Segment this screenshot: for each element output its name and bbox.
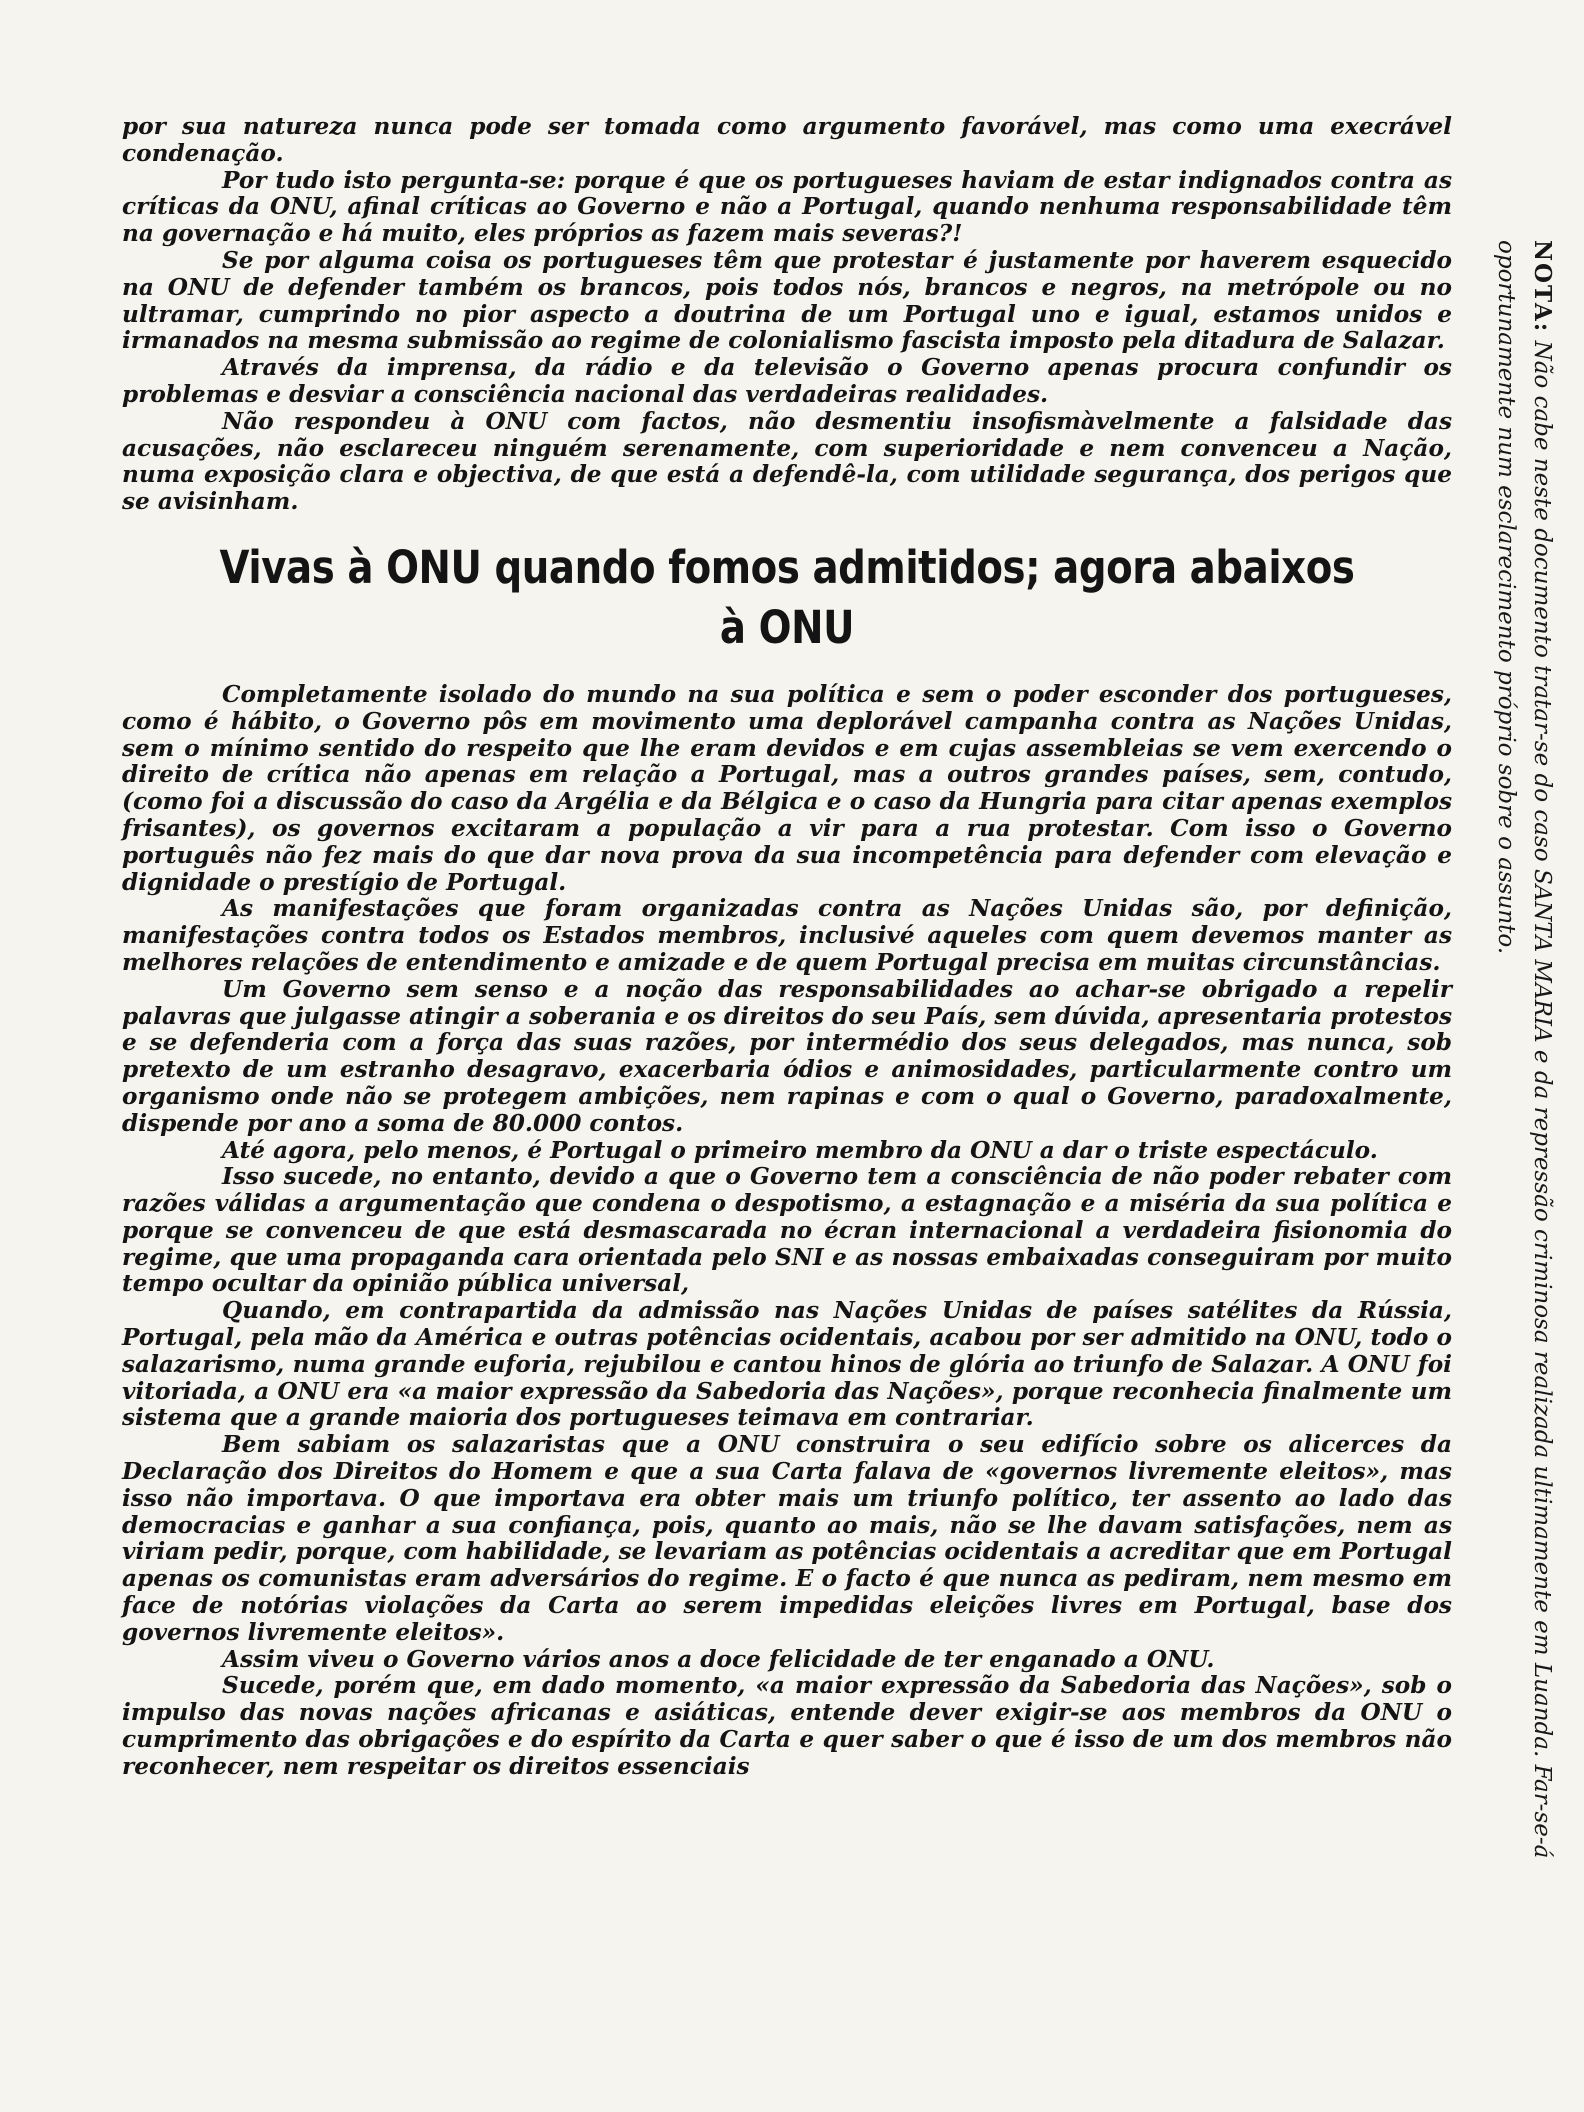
article-column bbox=[122, 114, 1452, 1781]
paragraph: Quando, em contrapartida da admissão nas Nações Unidas de países satélites da Rússia, Portugal, pela mão da América e outras potências ocidentais, acabou por ser admitido na ONU, todo o salazarismo, numa grande euforia, rejubilou e cantou hinos de glória ao triunfo de Salazar. A ONU foi vitoriada, a ONU era «a maior expressão da Sabedoria das Nações», porque reconhecia finalmente um sistema que a grande maioria dos portugueses teimava em contrariar. bbox=[122, 1297, 1452, 1432]
paragraph: Isso sucede, no entanto, devido a que o Governo tem a consciência de não poder rebater com razões válidas a argumentação que condena o despotismo, a estagnação e a miséria da sua política e porque se convenceu de que está desmascarada no écran internacional a verdadeira fisionomia do regime, que uma propaganda cara orientada pelo SNI e as nossas embaixadas conseguiram por muito tempo ocultar da opinião pública universal, bbox=[122, 1163, 1452, 1298]
paragraph: As manifestações que foram organizadas contra as Nações Unidas são, por definição, manifestações contra todos os Estados membros, inclusivé aqueles com quem devemos manter as melhores relações de entendimento e amizade e de quem Portugal precisa em muitas circunstâncias. bbox=[122, 895, 1452, 976]
paragraph: Completamente isolado do mundo na sua política e sem o poder esconder dos portugueses, como é hábito, o Governo pôs em movimento uma deplorável campanha contra as Nações Unidas, sem o mínimo sentido do respeito que lhe eram devidos e em cujas assembleias se vem exercendo o direito de crítica não apenas em relação a Portugal, mas a outros grandes países, sem, contudo, (como foi a discussão do caso da Argélia e da Bélgica e o caso da Hungria para citar apenas exemplos frisantes), os governos excitaram a população a vir para a rua protestar. Com isso o Governo português não fez mais do que dar nova prova da sua incompetência para defender com elevação e dignidade o prestígio de Portugal. bbox=[122, 680, 1452, 896]
paragraphs-before-headline bbox=[122, 114, 1452, 516]
side-note-text: Não cabe neste documento tratar-se do caso SANTA MARIA e da repressão criminosa realizada ultimamente em Luanda. Far-se-á oportunamente num esclarecimento próprio sobre o assunto. bbox=[1493, 240, 1555, 1859]
paragraphs-after-headline bbox=[122, 682, 1452, 1781]
paragraph: por sua natureza nunca pode ser tomada como argumento favorável, mas como uma execrável condenação. bbox=[122, 113, 1452, 167]
article-headline: Vivas à ONU quando fomos admitidos; agora abaixos à ONU bbox=[219, 540, 1355, 654]
paragraph: Sucede, porém que, em dado momento, «a maior expressão da Sabedoria das Nações», sob o impulso das novas nações africanas e asiáticas, entende dever exigir-se aos membros da ONU o cumprimento das obrigações e do espírito da Carta e quer saber o que é isso de um dos membros não reconhecer, nem respeitar os direitos essenciais bbox=[122, 1672, 1452, 1780]
paragraph: Através da imprensa, da rádio e da televisão o Governo apenas procura confundir os problemas e desviar a consciência nacional das verdadeiras realidades. bbox=[122, 354, 1452, 408]
paragraph: Bem sabiam os salazaristas que a ONU construira o seu edifício sobre os alicerces da Declaração dos Direitos do Homem e que a sua Carta falava de «governos livremente eleitos», mas isso não importava. O que importava era obter mais um triunfo político, ter assento ao lado das democracias e ganhar a sua confiança, pois, quanto ao mais, não se lhe davam satisfações, nem as viriam pedir, porque, com habilidade, se levariam as potências ocidentais a acreditar que em Portugal apenas os comunistas eram adversários do regime. E o facto é que nunca as pediram, nem mesmo em face de notórias violações da Carta ao serem impedidas eleições livres em Portugal, base dos governos livremente eleitos». bbox=[122, 1431, 1452, 1646]
side-note-lead: NOTA: bbox=[1529, 240, 1556, 334]
paragraph: Não respondeu à ONU com factos, não desmentiu insofismàvelmente a falsidade das acusações, não esclareceu ninguém serenamente, com superioridade e nem convenceu a Nação, numa exposição clara e objectiva, de que está a defendê-la, com utilidade segurança, dos perigos que se avisinham. bbox=[122, 407, 1452, 516]
paragraph: Assim viveu o Governo vários anos a doce felicidade de ter enganado a ONU. bbox=[222, 1645, 1215, 1673]
paragraph: Se por alguma coisa os portugueses têm que protestar é justamente por haverem esquecido na ONU de defender também os brancos, pois todos nós, brancos e negros, na metrópole ou no ultramar, cumprindo no pior aspecto a doutrina de um Portugal uno e igual, estamos unidos e irmanados na mesma submissão ao regime de colonialismo fascista imposto pela ditadura de Salazar. bbox=[122, 246, 1452, 355]
paragraph: Um Governo sem senso e a noção das responsabilidades ao achar-se obrigado a repelir palavras que julgasse atingir a soberania e os direitos do seu País, sem dúvida, apresentaria protestos e se defenderia com a força das suas razões, por intermédio dos seus delegados, mas nunca, sob pretexto de um estranho desagravo, exacerbaria ódios e animosidades, particularmente contro um organismo onde não se protegem ambições, nem rapinas e com o qual o Governo, paradoxalmente, dispende por ano a soma de 80.000 contos. bbox=[122, 975, 1452, 1137]
paragraph: Por tudo isto pergunta-se: porque é que os portugueses haviam de estar indignados contra as críticas da ONU, afinal críticas ao Governo e não a Portugal, quando nenhuma responsabilidade têm na governação e há muito, eles próprios as fazem mais severas?! bbox=[122, 166, 1452, 248]
paragraph: Até agora, pelo menos, é Portugal o primeiro membro da ONU a dar o triste espectáculo. bbox=[222, 1136, 1378, 1164]
side-note bbox=[1488, 240, 1560, 1880]
